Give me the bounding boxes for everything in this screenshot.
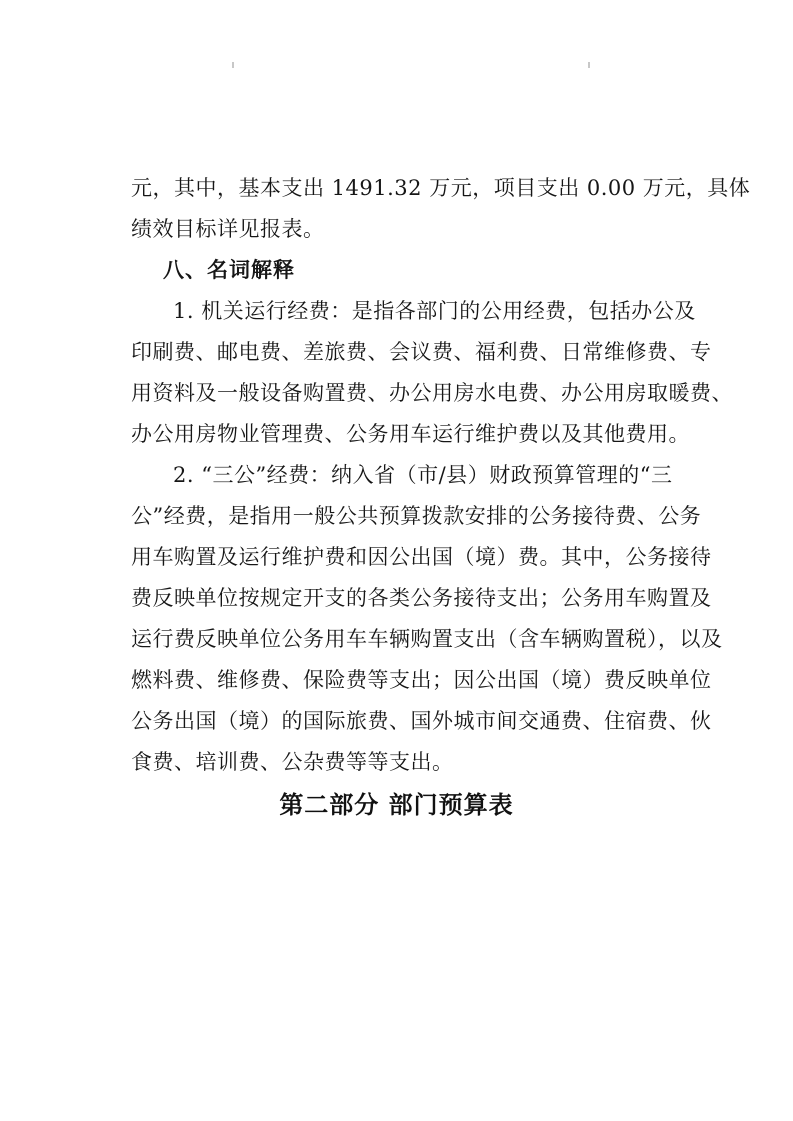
text-line: 公务出国（境）的国际旅费、国外城市间交通费、住宿费、伙 [131,709,712,733]
part-title: 第二部分 部门预算表 [279,790,514,819]
scan-mark [232,62,234,68]
section-heading: 八、名词解释 [163,258,295,282]
text-line: 办公用房物业管理费、公务用车运行维护费以及其他费用。 [131,422,690,446]
text-line: 燃料费、维修费、保险费等支出；因公出国（境）费反映单位 [131,668,712,692]
text-line: 印刷费、邮电费、差旅费、会议费、福利费、日常维修费、专 [131,340,712,364]
scan-mark [588,62,590,68]
text-line: 元，其中，基本支出 1491.32 万元，项目支出 0.00 万元，具体 [131,176,751,200]
text-line: 1. 机关运行经费：是指各部门的公用经费，包括办公及 [173,299,696,323]
text-line: 食费、培训费、公杂费等等支出。 [131,750,454,774]
text-line: 2. “三公”经费：纳入省（市/县）财政预算管理的“三 [173,463,673,487]
text-line: 公”经费，是指用一般公共预算拨款安排的公务接待费、公务 [131,504,702,528]
text-line: 绩效目标详见报表。 [131,217,325,241]
body-text [131,168,751,783]
paragraph-definition-1 [131,291,733,455]
text-line: 用车购置及运行维护费和因公出国（境）费。其中，公务接待 [131,545,712,569]
text-line: 运行费反映单位公务用车车辆购置支出（含车辆购置税），以及 [131,627,723,651]
text-line: 用资料及一般设备购置费、办公用房水电费、办公用房取暖费、 [131,381,733,405]
text-line: 费反映单位按规定开支的各类公务接待支出；公务用车购置及 [131,586,712,610]
paragraph-definition-2 [131,455,723,783]
